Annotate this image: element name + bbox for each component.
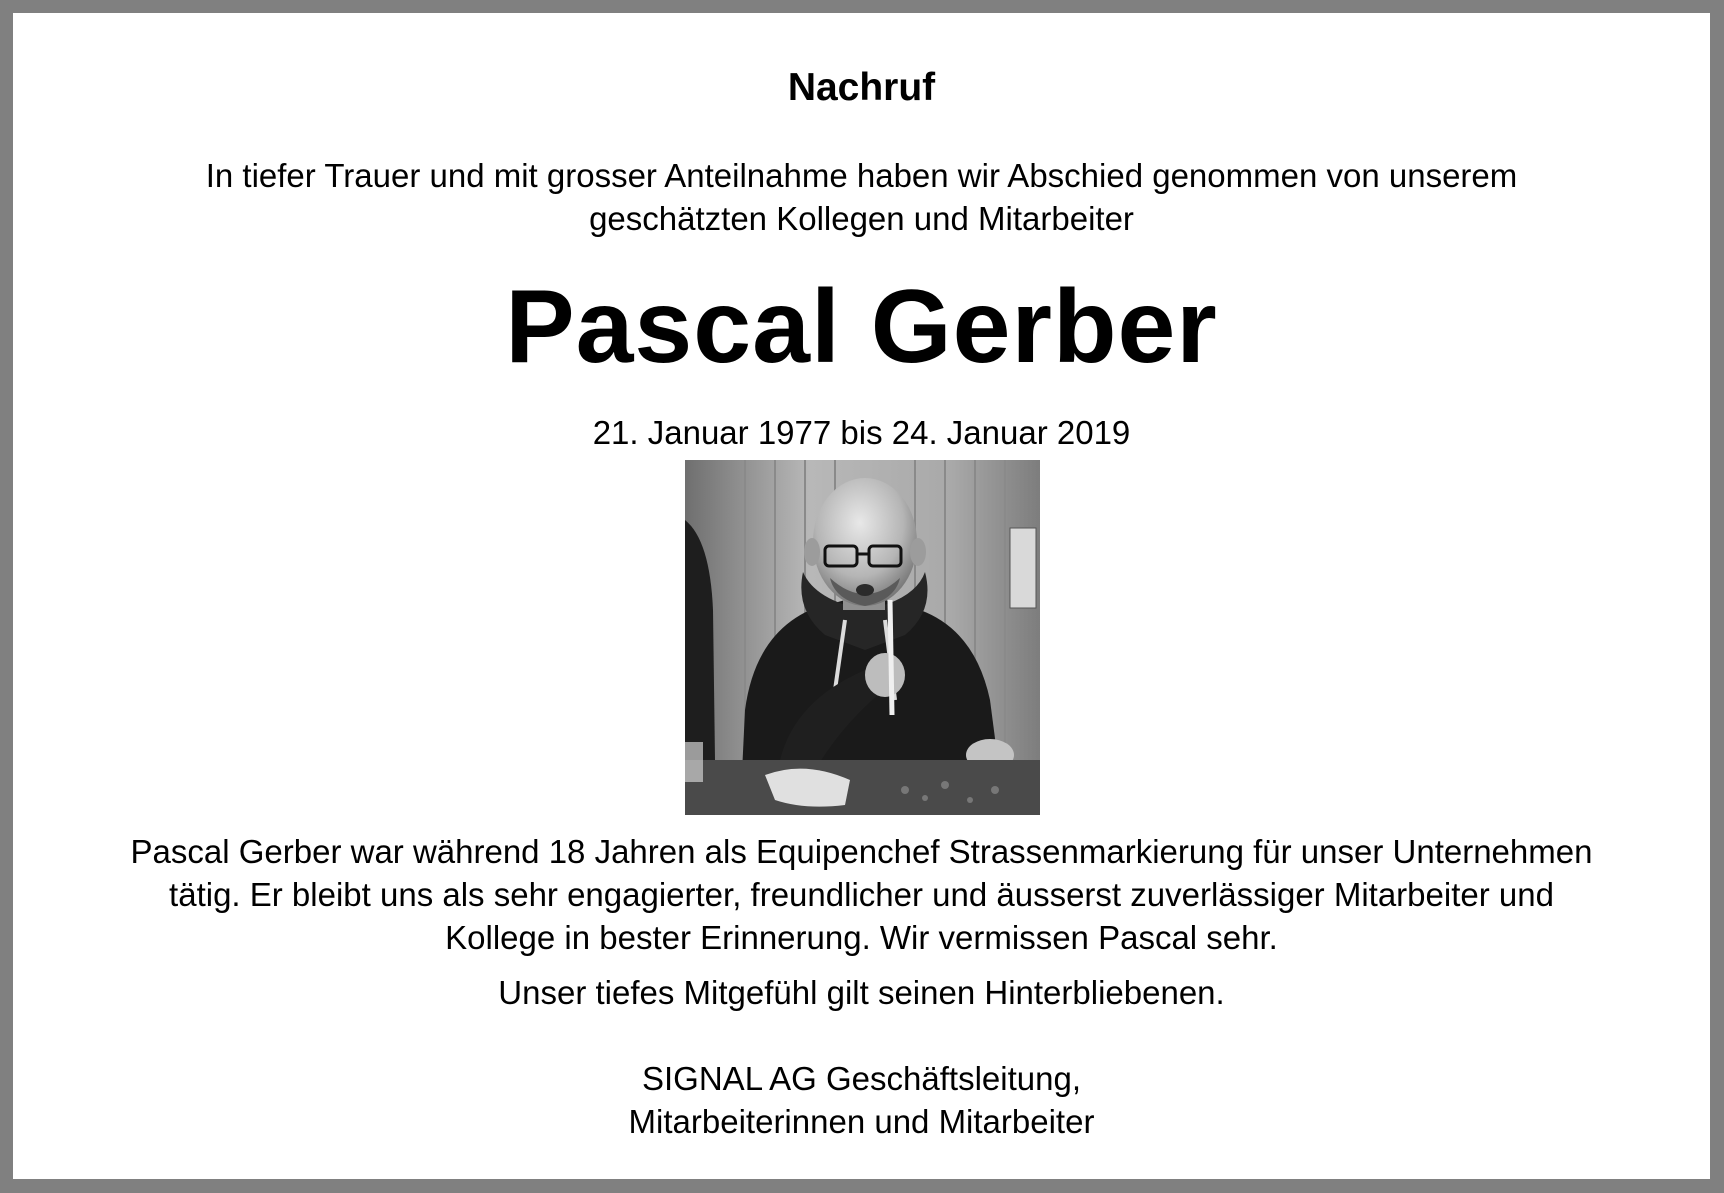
- portrait-illustration: [685, 460, 1040, 815]
- obituary-body: [13, 830, 1710, 959]
- body-line: Pascal Gerber war während 18 Jahren als Equipenchef Strassenmarkierung für unser Unternehmen: [130, 833, 1593, 870]
- intro-line: geschätzten Kollegen und Mitarbeiter: [589, 200, 1134, 237]
- signature-line: Mitarbeiterinnen und Mitarbeiter: [628, 1103, 1095, 1140]
- signature-line: SIGNAL AG Geschäftsleitung,: [642, 1060, 1081, 1097]
- portrait-photo: [685, 460, 1040, 815]
- intro-line: In tiefer Trauer und mit grosser Anteilnahme haben wir Abschied genommen von unserem: [205, 157, 1518, 194]
- deceased-name: Pascal Gerber: [505, 269, 1218, 385]
- body-line: Kollege in bester Erinnerung. Wir vermissen Pascal sehr.: [445, 919, 1278, 956]
- obituary-page: [13, 13, 1710, 1179]
- life-dates: 21. Januar 1977 bis 24. Januar 2019: [592, 414, 1131, 451]
- signature-block: [13, 1057, 1710, 1143]
- obituary-heading: Nachruf: [787, 66, 936, 109]
- body-line: tätig. Er bleibt uns als sehr engagierter, freundlicher und äusserst zuverlässiger Mitarbeiter und: [169, 876, 1554, 913]
- intro-text: [13, 154, 1710, 240]
- condolence-text: Unser tiefes Mitgefühl gilt seinen Hinterbliebenen.: [498, 974, 1225, 1011]
